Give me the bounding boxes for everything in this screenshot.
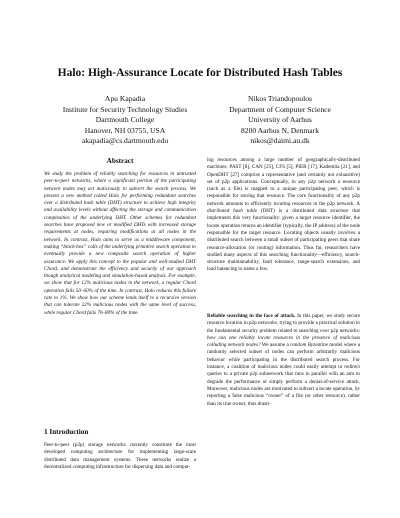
author-affiliation: Institute for Security Technology Studies: [62, 104, 188, 114]
author-organization: University of Aarhus: [248, 115, 312, 124]
abstract-text: We study the problem of reliably searching for resources in untrusted peer-to-peer networks, where a significant portion of the participating network nodes may act maliciously to subvert the search process. We present a new method called Halo for performing redundant searches over a distributed hash table (DHT) structure to achieve high integrity and availability levels without affecting the storage and communication complexities of the underlying DHT. Other schemes for redundant searches have proposed new or modified DHTs with increased storage requirements at nodes, requiring modifications at all nodes in the network. In contrast, Halo aims to serve as a middleware component, making “black-box” calls of the underlying primitive search operation to eventually provide a new composite search operation of higher assurance. We apply this concept to the popular and well-studied DHT Chord, and demonstrate the efficiency and security of our approach though analytical modeling and simulation-based analysis. For example, we show that for 12% malicious nodes in the network, a regular Chord operation fails 50–60% of the time. In contrast, Halo reduces this failure rate to 1%. We show how our scheme lends itself to a recursive version that can tolerate 22% malicious nodes with the same level of success, while regular Chord fails 70–80% of the time.: [44, 171, 196, 316]
text-run: ing resources among a large number of geographically-distributed machines: PAST [8], CAN [25], CFS [5], PIER [17], Kademlia [21], and OpenDHT [27] comprise a representative (and certainly not exhaustive) set of p2p applications. Conceptually, in any p2p network a resource (such as a file) is mapped to a unique participating peer, which is responsible for storing that resource. The core functionality of any p2p network amounts to efficiently: [207, 157, 360, 207]
author-name: Nikos Triandopoulos: [248, 94, 312, 103]
text-run: (DHT) is a distributed data structure that implements this very functionality: given a target resource identifier, the locate operation returns an identifier (typically, the IP address) of the node responsible for the target resource. Locating objects usually involves a distributed search between a small subset of participating peers that share resource-allocation (or routing) information. Thus far, researchers have studied many aspects of this searching functionality—efficiency, search-structure maintainability, fault tolerance, range-search extensions, and load balancing to name a few.: [207, 208, 360, 273]
text-run: In this paper, we study secure resource location in p2p networks, trying to provide a practical solution to the fundamental security problem related to searching over p2p networks:: [207, 313, 360, 334]
intro-section: [44, 442, 196, 471]
body-paragraph-2: [207, 313, 360, 408]
text-run-italic: random Byzantine: [290, 342, 328, 349]
author-email: akapadia@cs.dartmouth.edu: [81, 136, 169, 145]
author-name: Apu Kapadia: [104, 94, 146, 103]
author-block-2: [200, 94, 360, 147]
text-run-italic: locating: [273, 200, 291, 207]
text-run: resources in the p2p network. A: [290, 200, 361, 207]
author-organization: Dartmouth College: [95, 115, 155, 124]
abstract-section: [44, 171, 196, 317]
author-address: Hanover, NH 03755, USA: [84, 125, 166, 135]
author-affiliation: Department of Computer Science: [229, 104, 331, 114]
text-run-italic: how can one reliably locate resources in the presence of malicious colluding network nodes?: [207, 334, 360, 349]
author-email: nikos@daimi.au.dk: [250, 136, 310, 145]
author-block-1: [45, 94, 205, 147]
paragraph-run-in-heading: Reliable searching in the face of attack.: [207, 313, 296, 319]
body-paragraph-1: [207, 157, 360, 274]
text-run-italic: distributed hash table: [207, 208, 257, 215]
text-run: We assume a: [260, 342, 291, 349]
abstract-heading: Abstract: [106, 157, 134, 165]
intro-heading: 1 Introduction: [44, 428, 89, 436]
author-address: 8200 Aarhus N, Denmark: [240, 125, 320, 135]
intro-heading-wrap: [44, 428, 196, 436]
intro-text: Peer-to-peer (p2p) storage networks currently constitute the most developed computing architecture for implementing large-scale distributed data management systems. These networks realize a decentralized computing infrastructure for dispersing data and comput-: [44, 442, 196, 470]
text-run: model where a randomly selected subset of nodes can perform arbitrarily malicious behavior while participating in the distributed search process. For instance, a coalition of malicious nodes could easily attempt to redirect queries to a private p2p subnetwork that runs in parallel with an aim to degrade the performance or simply perform a denial-of-service attack. Moreover, malicious nodes are motivated to subvert a locate operation, by reporting a false malicious “owner” of a file (or other resource), rather than its true owner, thus drasti-: [207, 342, 361, 407]
abstract-heading-wrap: [44, 157, 196, 165]
paper-title: Halo: High-Assurance Locate for Distributed Hash Tables: [57, 67, 343, 79]
